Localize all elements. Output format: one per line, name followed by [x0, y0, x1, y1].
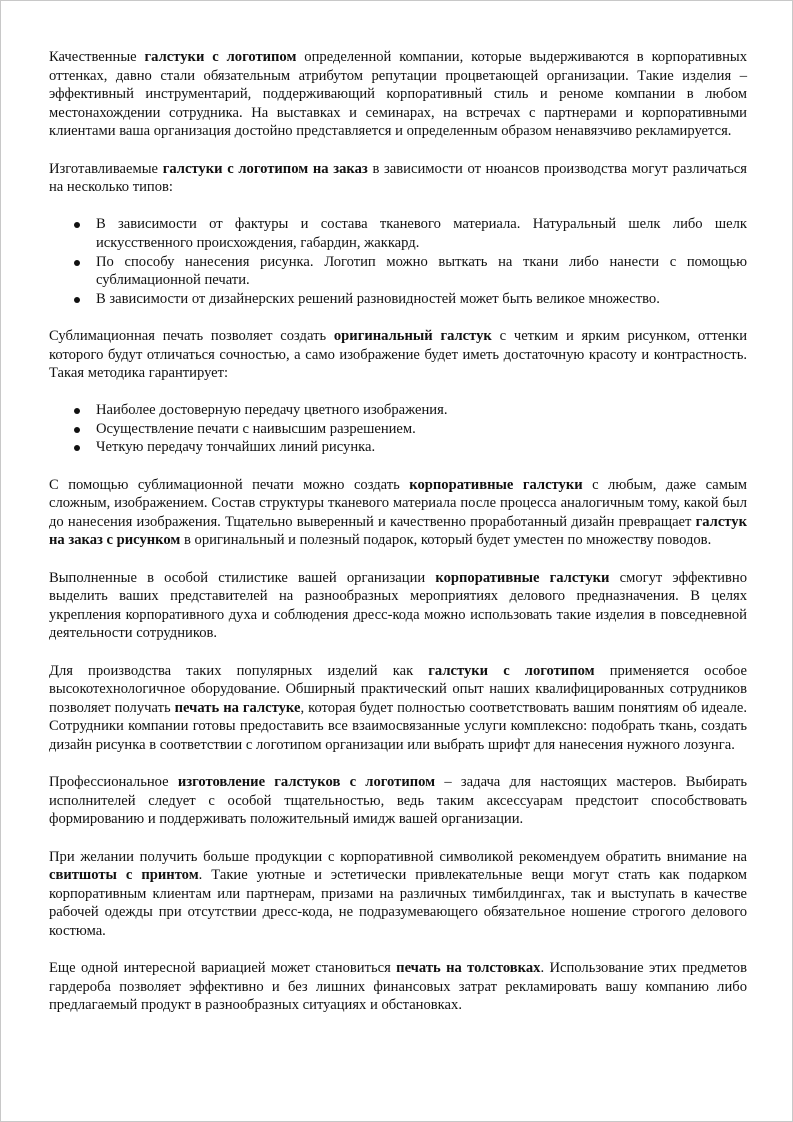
bold-keyword: оригинальный галстук	[333, 327, 492, 344]
bullet-icon	[74, 408, 80, 414]
document-body	[49, 48, 747, 1015]
bold-keyword: галстуки с логотипом	[144, 49, 297, 65]
paragraph-text: Изготавливаемые	[49, 160, 163, 177]
bold-keyword: корпоративные галстуки	[409, 476, 583, 493]
paragraph-text: Еще одной интересной вариацией может становиться	[49, 960, 397, 977]
bullet-list	[49, 401, 747, 457]
paragraph-text: , которая будет полностью соответствовать вашим понятиям об идеале. Сотрудники компании готовы предоставить все взаимосвязанные услуги комплексно: подобрать ткань, создать дизайн рисунка в соответствии с логотипом организации или выбрать шрифт для нанесения нужного лозунга.	[49, 699, 747, 753]
paragraph-text: С помощью сублимационной печати можно создать	[49, 476, 410, 493]
list-item-text: Осуществление печати с наивысшим разрешением.	[96, 420, 416, 437]
bullet-icon	[74, 445, 80, 451]
list-item	[49, 290, 747, 309]
paragraph-text: – задача для настоящих мастеров. Выбирать исполнителей следует с особой тщательностью, ведь таким аксессуарам предстоит способствовать формированию и поддерживать положительный имидж вашей организации.	[49, 774, 747, 828]
paragraph-text: в оригинальный и полезный подарок, который будет уместен по множеству поводов.	[180, 532, 712, 549]
paragraph	[49, 662, 747, 755]
list-item	[49, 401, 747, 420]
bold-keyword: галстук на заказ с рисунком	[49, 513, 747, 549]
paragraph-text: смогут эффективно выделить ваших представителей на разнообразных мероприятиях делового предназначения. В целях укрепления корпоративного духа и соблюдения дресс-кода можно использовать такие изделия в повседневной деятельности сотрудников.	[49, 569, 747, 642]
paragraph-text: определенной компании, которые выдерживаются в корпоративных оттенках, давно стали обязательным атрибутом репутации процветающей организации. Такие изделия – эффективный инструментарий, поддерживающий корпоративный стиль и реноме компании в любом местонахождении сотрудника. На выставках и семинарах, на встречах с партнерами и корпоративными клиентами ваша организация достойно представляется и определенным образом ненавязчиво рекламируется.	[49, 49, 748, 140]
bullet-icon	[74, 427, 80, 433]
paragraph-text: . Использование этих предметов гардероба позволяет эффективно и без лишних финансовых затрат рекламировать вашу компанию либо предлагаемый продукт в разнообразных ситуациях и обстановках.	[49, 960, 747, 1014]
bold-keyword: галстуки с логотипом на заказ	[162, 160, 368, 177]
paragraph-text: с любым, даже самым сложным, изображением. Состав структуры тканевого материала после процесса аналогичным тому, какой был до нанесения изображения. Тщательно выверенный и качественно проработанный дизайн превращает	[49, 476, 747, 530]
list-item	[49, 215, 747, 252]
paragraph	[49, 476, 747, 550]
list-item-text: Четкую передачу тончайших линий рисунка.	[96, 439, 376, 456]
bold-keyword: корпоративные галстуки	[435, 569, 610, 586]
paragraph	[49, 773, 747, 829]
list-item-text: Наиболее достоверную передачу цветного изображения.	[96, 402, 448, 419]
paragraph-text: с четким и ярким рисунком, оттенки которого будут отличаться сочностью, а само изображение будет иметь достаточную красоту и контрастность. Такая методика гарантирует:	[49, 327, 747, 382]
bold-keyword: печать на галстуке	[174, 699, 301, 716]
paragraph-text: Для производства таких популярных изделий как	[49, 662, 429, 679]
list-item	[49, 420, 747, 439]
bold-keyword: изготовление галстуков с логотипом	[177, 774, 436, 791]
list-item	[49, 438, 747, 457]
paragraph-text: Выполненные в особой стилистике вашей организации	[49, 569, 436, 586]
paragraph	[49, 160, 747, 197]
paragraph-text: в зависимости от нюансов производства могут различаться на несколько типов:	[49, 160, 747, 196]
list-item-text: В зависимости от фактуры и состава тканевого материала. Натуральный шелк либо шелк искусственного происхождения, габардин, жаккард.	[96, 216, 747, 251]
paragraph-text: . Такие уютные и эстетически привлекательные вещи могут стать как подарком корпоративным клиентам или партнерам, призами на различных тимбилдингах, так и выступать в качестве рабочей одежды при отсутствии дресс-кода, не подразумевающего обязательное ношение строгого делового костюма.	[49, 867, 748, 939]
list-item	[49, 253, 747, 290]
bold-keyword: свитшоты с принтом	[49, 867, 199, 884]
bullet-icon	[74, 222, 80, 228]
paragraph-text: При желании получить больше продукции с корпоративной символикой рекомендуем обратить внимание на	[49, 848, 747, 865]
list-item-text: В зависимости от дизайнерских решений разновидностей может быть великое множество.	[96, 290, 660, 307]
list-item-text: По способу нанесения рисунка. Логотип можно выткать на ткани либо нанести с помощью сублимационной печати.	[96, 253, 747, 289]
bold-keyword: печать на толстовках	[396, 960, 541, 977]
bullet-list	[49, 215, 747, 308]
paragraph	[49, 569, 747, 643]
paragraph	[49, 48, 747, 141]
bullet-icon	[74, 297, 80, 303]
bold-keyword: галстуки с логотипом	[428, 662, 595, 679]
paragraph	[49, 327, 747, 383]
paragraph-text: Качественные	[49, 49, 145, 65]
bullet-icon	[74, 260, 80, 266]
paragraph-text: Профессиональное	[49, 774, 178, 791]
paragraph	[49, 959, 747, 1015]
paragraph	[49, 848, 747, 941]
paragraph-text: применяется особое высокотехнологичное оборудование. Обширный практический опыт наших квалифицированных сотрудников позволяет получать	[49, 662, 747, 716]
paragraph-text: Сублимационная печать позволяет создать	[49, 327, 334, 344]
